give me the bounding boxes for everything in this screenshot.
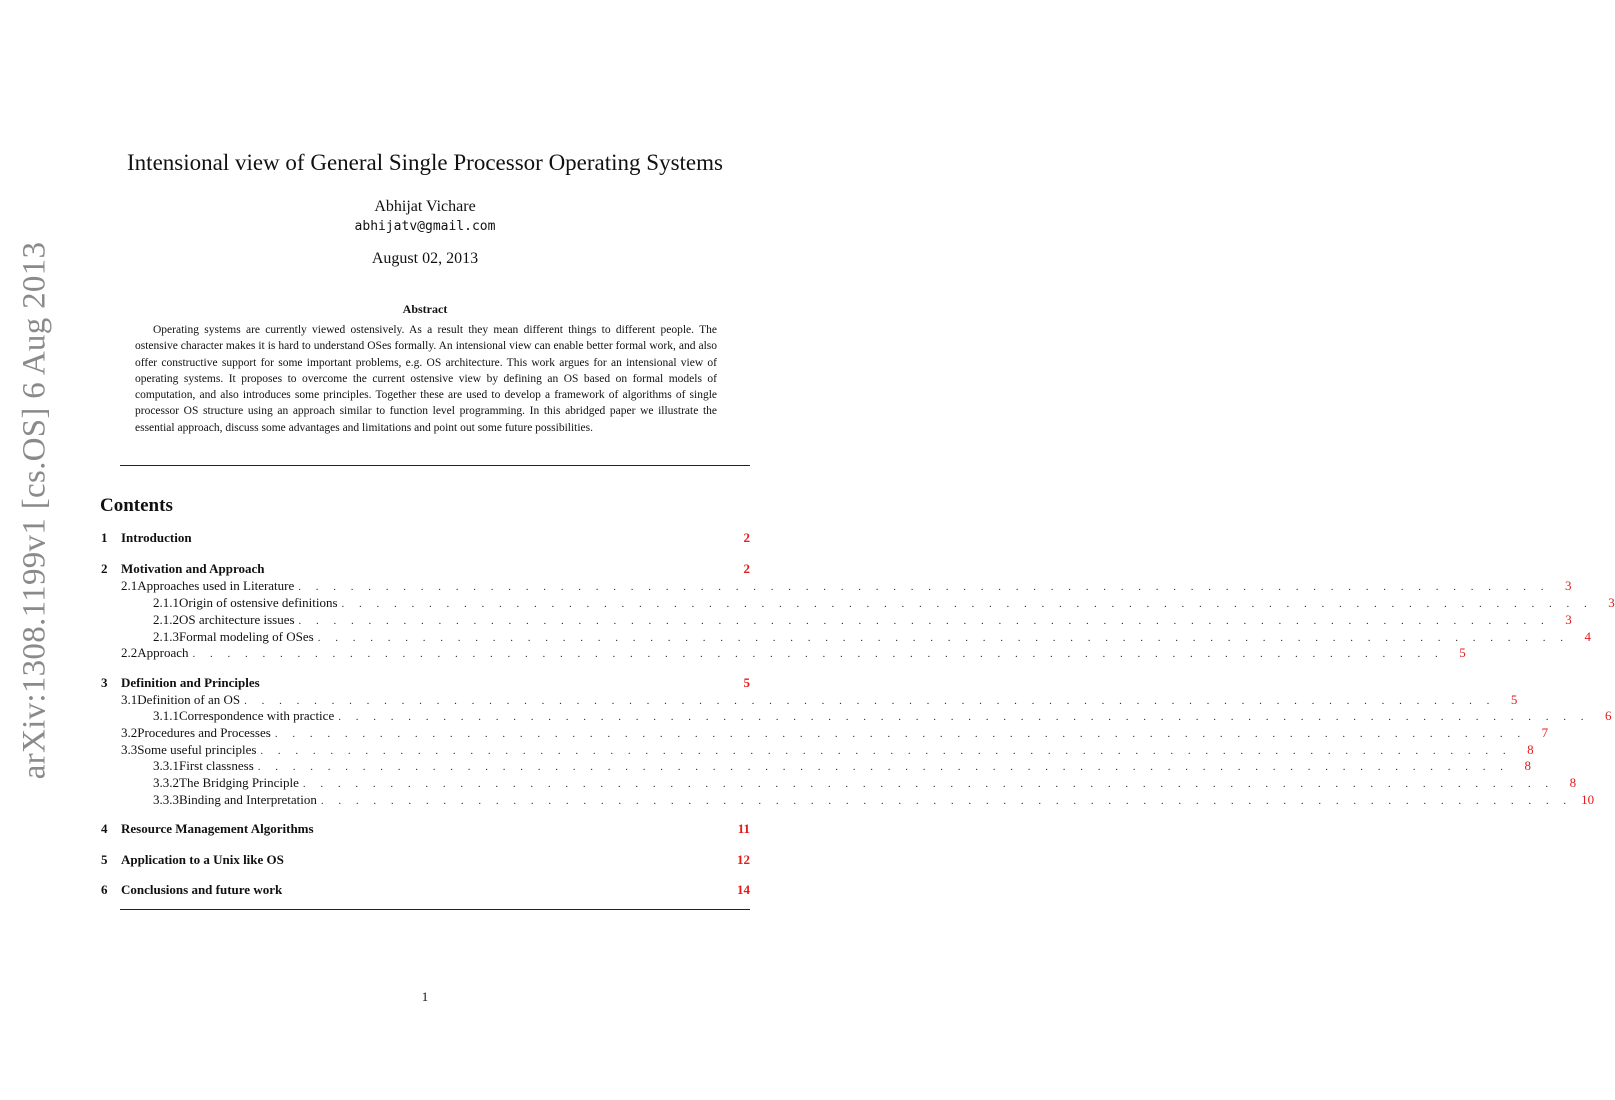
toc-title: Motivation and Approach <box>121 561 265 576</box>
author-email: abhijatv@gmail.com <box>354 219 496 234</box>
toc-leader-dots: . . . . . . . . . . . . . . . . . . . . . . . . . . . . . . . . . . . . . . . . . . . . . . . . . . . . . . . . . . . . . . . . . . . . . . . . <box>317 632 1569 644</box>
toc-title: First classness <box>179 758 254 773</box>
toc-number: 3.3 <box>121 742 138 757</box>
toc-leader-dots: . . . . . . . . . . . . . . . . . . . . . . . . . . . . . . . . . . . . . . . . . . . . . . . . . . . . . . . . . . . . . . . . . . . . . . . . <box>260 745 1512 757</box>
toc-entry[interactable] <box>121 645 1466 661</box>
toc-title: Origin of ostensive definitions <box>179 595 338 610</box>
toc-page-link[interactable]: 5 <box>1459 645 1466 660</box>
toc-title: Definition of an OS <box>137 692 241 707</box>
toc-title: Approach <box>137 645 189 660</box>
toc-entry[interactable] <box>153 629 1591 645</box>
toc-entry[interactable] <box>101 530 750 546</box>
toc-leader-dots: . . . . . . . . . . . . . . . . . . . . . . . . . . . . . . . . . . . . . . . . . . . . . . . . . . . . . . . . . . . . . . . . . . . . . . . . <box>341 598 1593 610</box>
arxiv-identifier-text: arXiv:1308.1199v1 [cs.OS] 6 Aug 2013 <box>16 241 53 779</box>
toc-title: Resource Management Algorithms <box>121 821 314 836</box>
toc-number: 3.2 <box>121 725 138 740</box>
toc-number: 2.1.2 <box>153 612 179 627</box>
toc-title: Correspondence with practice <box>179 708 335 723</box>
toc-leader-dots: . . . . . . . . . . . . . . . . . . . . . . . . . . . . . . . . . . . . . . . . . . . . . . . . . . . . . . . . . . . . . . . . . . . . . . . . <box>302 778 1555 790</box>
toc-leader-dots: . . . . . . . . . . . . . . . . . . . . . . . . . . . . . . . . . . . . . . . . . . . . . . . . . . . . . . . . . . . . . . . . . . . . . . . . <box>257 761 1509 773</box>
toc-entry[interactable] <box>101 882 750 898</box>
toc-title: Approaches used in Literature <box>137 578 295 593</box>
toc-title: Introduction <box>121 530 192 545</box>
toc-leader-dots: . . . . . . . . . . . . . . . . . . . . . . . . . . . . . . . . . . . . . . . . . . . . . . . . . . . . . . . . . . . . . . . . . . . . . . . . <box>274 728 1527 740</box>
toc-leader-dots: . . . . . . . . . . . . . . . . . . . . . . . . . . . . . . . . . . . . . . . . . . . . . . . . . . . . . . . . . . . . . . . . . . . . . . . . <box>192 648 1444 660</box>
toc-entry[interactable] <box>153 758 1531 774</box>
toc-page-link[interactable]: 4 <box>1584 629 1591 644</box>
author-name: Abhijat Vichare <box>374 198 476 215</box>
toc-number: 6 <box>101 882 108 897</box>
contents-divider <box>120 909 750 910</box>
toc-entry[interactable] <box>101 852 750 868</box>
toc-entry[interactable] <box>121 725 1549 741</box>
toc-number: 3.1 <box>121 692 138 707</box>
toc-entry[interactable] <box>101 675 750 691</box>
toc-page-link[interactable]: 3 <box>1565 612 1572 627</box>
toc-page-link[interactable]: 5 <box>743 675 750 690</box>
toc-entry[interactable] <box>153 612 1572 628</box>
abstract-heading: Abstract <box>402 302 448 316</box>
paper-title: Intensional view of General Single Processor Operating Systems <box>127 150 723 175</box>
toc-page-link[interactable]: 6 <box>1604 708 1612 723</box>
toc-page-link[interactable]: 3 <box>1608 595 1615 610</box>
toc-leader-dots: . . . . . . . . . . . . . . . . . . . . . . . . . . . . . . . . . . . . . . . . . . . . . . . . . . . . . . . . . . . . . . . . . . . . . . . . <box>298 615 1550 627</box>
toc-leader-dots: . . . . . . . . . . . . . . . . . . . . . . . . . . . . . . . . . . . . . . . . . . . . . . . . . . . . . . . . . . . . . . . . . . . . . . . . <box>298 581 1550 593</box>
toc-leader-dots: . . . . . . . . . . . . . . . . . . . . . . . . . . . . . . . . . . . . . . . . . . . . . . . . . . . . . . . . . . . . . . . . . . . . . . . . <box>320 795 1573 807</box>
toc-title: The Bridging Principle <box>179 775 299 790</box>
toc-page-link[interactable]: 8 <box>1524 758 1531 773</box>
page-number: 1 <box>421 989 429 1004</box>
toc-number: 4 <box>101 821 108 836</box>
toc-entry[interactable] <box>101 561 750 577</box>
toc-entry[interactable] <box>121 578 1572 594</box>
contents-heading: Contents <box>100 495 173 516</box>
toc-number: 2.1 <box>121 578 138 593</box>
toc-page-link[interactable]: 3 <box>1565 578 1572 593</box>
toc-entry[interactable] <box>121 742 1534 758</box>
toc-title: Procedures and Processes <box>137 725 271 740</box>
toc-number: 3.3.3 <box>153 792 179 807</box>
toc-title: Some useful principles <box>137 742 257 757</box>
toc-number: 3.3.1 <box>153 758 179 773</box>
toc-number: 2.2 <box>121 645 138 660</box>
toc-page-link[interactable]: 8 <box>1527 742 1534 757</box>
toc-title: Application to a Unix like OS <box>121 852 284 867</box>
toc-title: Formal modeling of OSes <box>179 629 314 644</box>
toc-leader-dots: . . . . . . . . . . . . . . . . . . . . . . . . . . . . . . . . . . . . . . . . . . . . . . . . . . . . . . . . . . . . . . . . . . . . . . . . <box>244 695 1496 707</box>
toc-title: Definition and Principles <box>121 675 260 690</box>
toc-number: 5 <box>101 852 108 867</box>
toc-entry[interactable] <box>153 708 1612 724</box>
toc-number: 2.1.1 <box>153 595 179 610</box>
toc-page-link[interactable]: 11 <box>737 821 750 836</box>
toc-number: 2 <box>101 561 108 576</box>
toc-page-link[interactable]: 12 <box>737 852 750 867</box>
toc-title: OS architecture issues <box>179 612 295 627</box>
toc-page-link[interactable]: 2 <box>743 561 750 576</box>
toc-page-link[interactable]: 8 <box>1569 775 1577 790</box>
toc-number: 2.1.3 <box>153 629 179 644</box>
paper-date: August 02, 2013 <box>371 250 479 267</box>
toc-title: Binding and Interpretation <box>179 792 317 807</box>
toc-number: 1 <box>101 530 108 545</box>
toc-number: 3.1.1 <box>153 708 179 723</box>
toc-entry[interactable] <box>153 595 1615 611</box>
toc-leader-dots: . . . . . . . . . . . . . . . . . . . . . . . . . . . . . . . . . . . . . . . . . . . . . . . . . . . . . . . . . . . . . . . . . . . . . . . . <box>338 711 1590 723</box>
toc-page-link[interactable]: 14 <box>737 882 750 897</box>
toc-page-link[interactable]: 7 <box>1541 725 1549 740</box>
toc-entry[interactable] <box>101 821 750 837</box>
toc-entry[interactable] <box>153 792 1595 808</box>
abstract-text: Operating systems are currently viewed ostensively. As a result they mean different things to different people. The ostensive character makes it is hard to understand OSes formally. An intensional view can enable better formal work, and also offer constructive support for some important problems, e.g. OS architecture. This work argues for an intensional view of operating systems. It proposes to overcome the current ostensive view by defining an OS based on formal models of computation, and also introduces some principles. Together these are used to develop a framework of algorithms of single processor OS structure using an approach similar to function level programming. In this abridged paper we illustrate the essential approach, discuss some advantages and limitations and point out some future possibilities. <box>135 324 717 434</box>
toc-title: Conclusions and future work <box>121 882 283 897</box>
toc-number: 3.3.2 <box>153 775 179 790</box>
toc-page-link[interactable]: 5 <box>1510 692 1518 707</box>
toc-page-link[interactable]: 10 <box>1581 792 1595 807</box>
toc-entry[interactable] <box>121 692 1518 708</box>
toc-entry[interactable] <box>153 775 1577 791</box>
toc-page-link[interactable]: 2 <box>743 530 750 545</box>
toc-number: 3 <box>101 675 108 690</box>
